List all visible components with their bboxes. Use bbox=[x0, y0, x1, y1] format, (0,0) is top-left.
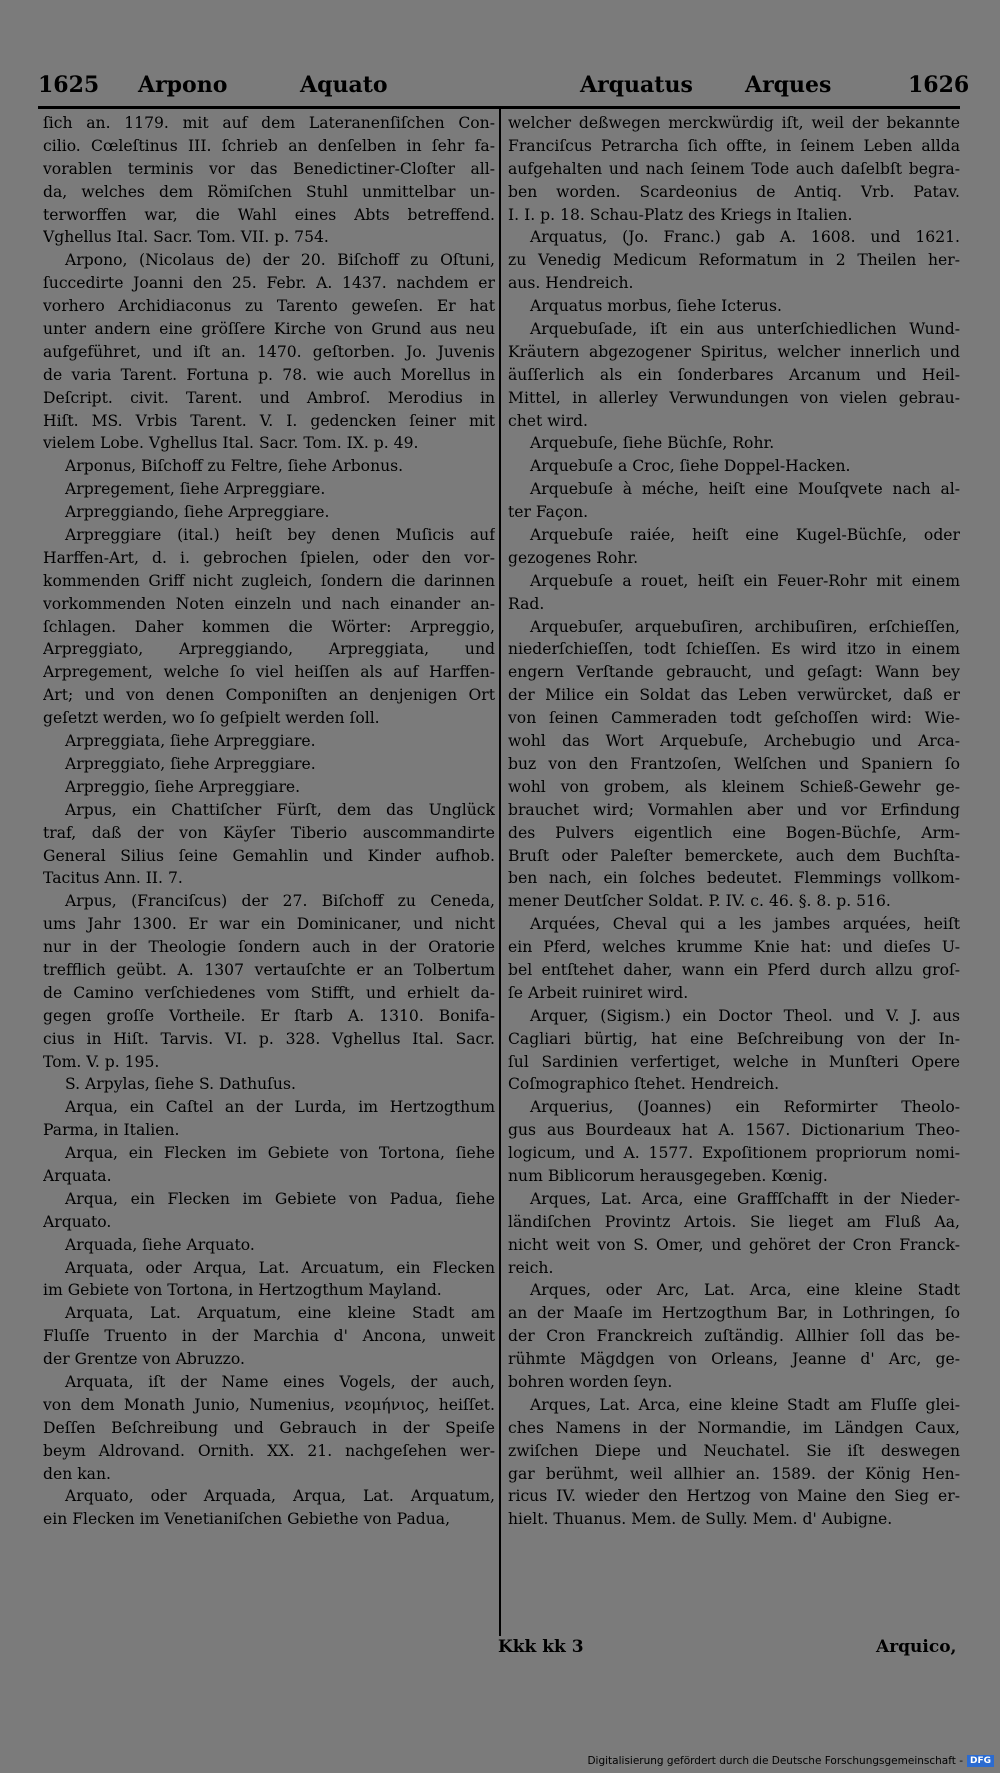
credit-text: Digitalisierung gefördert durch die Deutsche Forschungsgemeinschaft - bbox=[587, 1755, 963, 1767]
column-divider bbox=[499, 108, 501, 1636]
text-line: zwiſchen Diepe und Neuchatel. Sie iſt deswegen bbox=[508, 1441, 960, 1460]
text-line: brauchet wird; Vormahlen aber und vor Erfindung bbox=[508, 800, 960, 819]
text-line: Arqua, ein Flecken im Gebiete von Tortona, ſiehe bbox=[65, 1144, 495, 1163]
text-line: niederſchieſſen, todt ſchieſſen. Es wird itzo in einem bbox=[508, 640, 960, 659]
text-line: gezogenes Rohr. bbox=[508, 548, 639, 567]
text-line: der Cron Franckreich zuſtändig. Allhier ſoll das be- bbox=[508, 1327, 960, 1346]
text-line: vorhero Archidiaconus zu Tarento geweſen. Er hat bbox=[43, 297, 495, 316]
page-header bbox=[38, 72, 970, 106]
text-line: Deſſen Beſchreibung und Gebrauch in der Speiſe bbox=[43, 1418, 495, 1437]
signature-mark: Kkk kk 3 bbox=[498, 1637, 584, 1657]
text-line: Deſcript. civit. Tarent. und Ambroſ. Merodius in bbox=[43, 388, 495, 407]
text-line: buz von den Frantzoſen, Welſchen und Spaniern ſo bbox=[508, 754, 960, 773]
text-line: Arqua, ein Caſtel an der Lurda, im Hertzogthum bbox=[65, 1098, 495, 1117]
text-line: Tom. V. p. 195. bbox=[43, 1052, 160, 1071]
text-line: chet wird. bbox=[508, 411, 588, 430]
text-line: Arpus, ein Chattiſcher Fürſt, dem das Unglück bbox=[65, 800, 495, 819]
text-line: ums Jahr 1300. Er war ein Dominicaner, und nicht bbox=[43, 915, 495, 934]
text-line: mener Deutſcher Soldat. P. IV. c. 46. §. 8. p. 516. bbox=[508, 892, 891, 911]
text-line: Arquada, ſiehe Arquato. bbox=[65, 1235, 255, 1254]
text-line: Vghellus Ital. Sacr. Tom. VII. p. 754. bbox=[43, 228, 329, 247]
text-line: logicum, und A. 1577. Expoſitionem propriorum nomi- bbox=[508, 1144, 960, 1163]
text-line: des Pulvers eigentlich eine Bogen-Büchſe, Arm- bbox=[508, 823, 960, 842]
text-line: Arquebuſer, arquebuſiren, archibuſiren, erſchieſſen, bbox=[530, 617, 960, 636]
text-line: bohren worden ſeyn. bbox=[508, 1372, 673, 1391]
text-line: nur in der Theologie ſondern auch in der Oratorie bbox=[43, 938, 495, 957]
text-line: gar berühmt, weil allhier an. 1589. der König Hen- bbox=[508, 1464, 960, 1483]
header-keyword-2: Aquato bbox=[300, 72, 388, 98]
catchword: Arquico, bbox=[876, 1637, 957, 1657]
text-line: Hiſt. MS. Vrbis Tarent. V. I. gedencken ſeiner mit bbox=[43, 411, 495, 430]
text-line: gegen groſſe Vortheile. Er ſtarb A. 1310. Bonifa- bbox=[43, 1006, 495, 1025]
header-keyword-1: Arpono bbox=[138, 72, 228, 98]
text-line: ſuccedirte Joanni den 25. Febr. A. 1437. nachdem er bbox=[43, 274, 495, 293]
text-line: traf, daß der von Käyſer Tiberio auscommandirte bbox=[43, 823, 495, 842]
text-line: geſetzt werden, wo ſo geſpielt werden ſoll. bbox=[43, 709, 380, 728]
page-number-left: 1625 bbox=[38, 72, 100, 98]
text-line: Arques, oder Arc, Lat. Arca, eine kleine Stadt bbox=[530, 1281, 960, 1300]
header-keyword-3: Arquatus bbox=[580, 72, 693, 98]
text-line: trefflich geübt. A. 1307 vertauſchte er an Tolbertum bbox=[43, 960, 495, 979]
text-line: ſe Arbeit ruiniret wird. bbox=[508, 983, 689, 1002]
text-line: Arquerius, (Joannes) ein Reformirter Theolo- bbox=[530, 1098, 960, 1117]
text-line: S. Arpylas, ſiehe S. Dathuſus. bbox=[65, 1075, 296, 1094]
text-line: nicht weit von S. Omer, und gehöret der Cron Franck- bbox=[508, 1235, 960, 1254]
text-line: Cagliari bürtig, hat eine Beſchreibung von der In- bbox=[508, 1029, 960, 1048]
text-line: Arques, Lat. Arca, eine kleine Stadt am Fluſſe glei- bbox=[530, 1395, 960, 1414]
text-line: hielt. Thuanus. Mem. de Sully. Mem. d' Aubigne. bbox=[508, 1510, 893, 1529]
text-line: äuſſerlich als ein ſonderbares Arcanum und Heil- bbox=[508, 365, 960, 384]
text-line: de Camino verſchiedenes vom Stifft, und erhielt da- bbox=[43, 983, 495, 1002]
text-line: Arpreggiato, ſiehe Arpreggiare. bbox=[65, 754, 316, 773]
text-line: Arquatus morbus, ſiehe Icterus. bbox=[530, 297, 782, 316]
text-line: ländiſchen Provintz Artois. Sie lieget am Fluß Aa, bbox=[508, 1212, 960, 1231]
text-line: Kräutern abgezogener Spiritus, welcher innerlich und bbox=[508, 342, 960, 361]
text-line: aufgeführet, und iſt an. 1470. geſtorben. Jo. Juvenis bbox=[43, 342, 495, 361]
text-line: Tacitus Ann. II. 7. bbox=[43, 869, 183, 888]
text-line: von dem Monath Junio, Numenius, νεομήνιος, heiſſet. bbox=[43, 1395, 495, 1414]
text-line: I. I. p. 18. Schau-Platz des Kriegs in Italien. bbox=[508, 205, 853, 224]
text-line: Arponus, Biſchoff zu Feltre, ſiehe Arbonus. bbox=[65, 457, 404, 476]
text-line: Arpreggiata, ſiehe Arpreggiare. bbox=[65, 732, 316, 751]
text-line: Parma, in Italien. bbox=[43, 1121, 180, 1140]
text-line: im Gebiete von Tortona, in Hertzogthum Mayland. bbox=[43, 1281, 442, 1300]
text-line: Arpreggiare (ital.) heiſt bey denen Muſicis auf bbox=[65, 526, 495, 545]
text-line: den kan. bbox=[43, 1464, 111, 1483]
text-line: rühmte Mägdgen von Orleans, Jeanne d' Arc, ge- bbox=[508, 1350, 960, 1369]
text-line: Arquées, Cheval qui a les jambes arquées, heiſt bbox=[530, 915, 960, 934]
text-line: an der Maaſe im Hertzogthum Bar, in Lothringen, ſo bbox=[508, 1304, 960, 1323]
text-line: beym Aldrovand. Ornith. XX. 21. nachgeſehen wer- bbox=[43, 1441, 495, 1460]
text-line: aufgehalten und nach ſeinem Tode auch daſelbſt begra- bbox=[508, 159, 960, 178]
text-line: Arpregement, ſiehe Arpreggiare. bbox=[65, 480, 326, 499]
text-line: kommenden Griff nicht zugleich, ſondern die darinnen bbox=[43, 571, 495, 590]
text-line: vorablen terminis vor das Benedictiner-Cloſter all- bbox=[43, 159, 495, 178]
digitization-credit bbox=[587, 1752, 994, 1770]
text-line: Arpono, (Nicolaus de) der 20. Biſchoff zu Oſtuni, bbox=[65, 251, 495, 270]
text-line: von ſeinen Cammeraden todt geſchoſſen wird: Wie- bbox=[508, 709, 960, 728]
text-line: ben nach, ein ſolches bedeutet. Flemmings vollkom- bbox=[508, 869, 960, 888]
text-line: wohl von grobem, als kleinem Schieß-Gewehr ge- bbox=[508, 777, 960, 796]
right-column bbox=[508, 112, 960, 1637]
text-line: Rad. bbox=[508, 594, 545, 613]
text-line: cius in Hiſt. Tarvis. VI. p. 328. Vghellus Ital. Sacr. bbox=[43, 1029, 495, 1048]
text-line: Arpregement, welche ſo viel heiſſen als auf Harffen- bbox=[43, 663, 495, 682]
text-line: zu Venedig Medicum Reformatum in 2 Theilen her- bbox=[508, 251, 960, 270]
text-line: Fluſſe Truento in der Marchia d' Ancona, unweit bbox=[43, 1327, 495, 1346]
text-line: reich. bbox=[508, 1258, 554, 1277]
text-line: wohl das Wort Arquebuſe, Archebugio und Arca- bbox=[508, 732, 960, 751]
text-line: ben worden. Scardeonius de Antiq. Vrb. Patav. bbox=[508, 182, 960, 201]
text-line: Arquato, oder Arquada, Arqua, Lat. Arquatum, bbox=[65, 1487, 495, 1506]
text-line: ricus IV. wieder den Hertzog von Maine den Sieg er- bbox=[508, 1487, 960, 1506]
text-line: Arquata, Lat. Arquatum, eine kleine Stadt am bbox=[65, 1304, 495, 1323]
text-line: bel entſtehet daher, wann ein Pferd durch allzu groſ- bbox=[508, 960, 960, 979]
header-keyword-4: Arques bbox=[745, 72, 832, 98]
text-line: Arquato. bbox=[43, 1212, 112, 1231]
text-line: aus. Hendreich. bbox=[508, 274, 634, 293]
dfg-logo: DFG bbox=[967, 1755, 994, 1767]
text-line: de varia Tarent. Fortuna p. 78. wie auch Morellus in bbox=[43, 365, 495, 384]
text-line: Arquata, iſt der Name eines Vogels, der auch, bbox=[65, 1372, 495, 1391]
text-line: engern Verſtande gebraucht, und geſagt: Wann bey bbox=[508, 663, 960, 682]
text-line: der Milice ein Soldat das Leben verwürcket, daß er bbox=[508, 686, 960, 705]
left-column bbox=[43, 112, 495, 1637]
text-line: ter Façon. bbox=[508, 503, 589, 522]
text-line: Harffen-Art, d. i. gebrochen ſpielen, oder den vor- bbox=[43, 548, 495, 567]
text-line: Arpreggiando, ſiehe Arpreggiare. bbox=[65, 503, 330, 522]
text-line: ſich an. 1179. mit auf dem Lateranenſiſchen Con- bbox=[43, 114, 495, 132]
text-line: terworffen war, die Wahl eines Abts betreffend. bbox=[43, 205, 495, 224]
text-line: ein Pferd, welches krumme Knie hat: und dieſes U- bbox=[508, 938, 960, 957]
text-line: gus aus Bourdeaux hat A. 1567. Dictionarium Theo- bbox=[508, 1121, 960, 1140]
text-line: ſchlagen. Daher kommen die Wörter: Arpreggio, bbox=[43, 617, 495, 636]
page-footer bbox=[38, 1637, 960, 1667]
text-line: Coſmographico ſtehet. Hendreich. bbox=[508, 1075, 780, 1094]
text-line: Art; und von denen Componiſten an denjenigen Ort bbox=[43, 686, 495, 705]
text-line: ein Flecken im Venetianiſchen Gebiethe von Padua, bbox=[43, 1510, 451, 1529]
text-line: vielem Lobe. Vghellus Ital. Sacr. Tom. IX. p. 49. bbox=[43, 434, 419, 453]
text-line: cilio. Cœleſtinus III. ſchrieb an denſelben in ſehr fa- bbox=[43, 136, 495, 155]
text-line: Arpus, (Franciſcus) der 27. Biſchoff zu Ceneda, bbox=[65, 892, 495, 911]
text-line: da, welches dem Römiſchen Stuhl unmittelbar un- bbox=[43, 182, 495, 201]
text-line: Arques, Lat. Arca, eine Graffſchafft in der Nieder- bbox=[530, 1189, 960, 1208]
text-line: General Silius ſeine Gemahlin und Kinder aufhob. bbox=[43, 846, 495, 865]
text-line: Arpreggiato, Arpreggiando, Arpreggiata, und bbox=[43, 640, 495, 659]
text-line: unter andern eine gröſſere Kirche von Grund aus neu bbox=[43, 320, 495, 339]
text-line: num Biblicorum herausgegeben. Kœnig. bbox=[508, 1166, 828, 1185]
page-number-right: 1626 bbox=[908, 72, 970, 98]
text-line: welcher deßwegen merckwürdig iſt, weil der bekannte bbox=[508, 114, 960, 132]
text-line: ſul Sardinien verfertiget, welche in Munſteri Opere bbox=[508, 1052, 960, 1071]
text-line: Franciſcus Petrarcha ſich offte, in ſeinem Leben allda bbox=[508, 136, 960, 155]
text-line: Arquata. bbox=[43, 1166, 112, 1185]
text-line: Arquebuſade, iſt ein aus unterſchiedlichen Wund- bbox=[530, 320, 960, 339]
text-line: Arquebuſe raiée, heiſt eine Kugel-Büchſe, oder bbox=[530, 526, 960, 545]
text-line: Arpreggio, ſiehe Arpreggiare. bbox=[65, 777, 301, 796]
text-line: Arquebuſe à méche, heiſt eine Mouſqvete nach al- bbox=[530, 480, 960, 499]
text-line: Arquebuſe, ſiehe Büchſe, Rohr. bbox=[530, 434, 775, 453]
text-line: Arquer, (Sigism.) ein Doctor Theol. und V. J. aus bbox=[530, 1006, 960, 1025]
text-line: Arquebuſe a Croc, ſiehe Doppel-Hacken. bbox=[530, 457, 851, 476]
text-line: vorkommenden Noten einzeln und nach einander an- bbox=[43, 594, 495, 613]
text-line: Arquatus, (Jo. Franc.) gab A. 1608. und 1621. bbox=[530, 228, 960, 247]
text-line: Arqua, ein Flecken im Gebiete von Padua, ſiehe bbox=[65, 1189, 495, 1208]
text-line: Bruſt oder Paleſter bemerckete, auch dem Buchſta- bbox=[508, 846, 960, 865]
text-line: Mittel, in allerley Verwundungen von vielen gebrau- bbox=[508, 388, 960, 407]
text-line: Arquebuſe a rouet, heiſt ein Feuer-Rohr mit einem bbox=[530, 571, 960, 590]
text-line: ches Namens in der Normandie, im Ländgen Caux, bbox=[508, 1418, 960, 1437]
text-line: der Grentze von Abruzzo. bbox=[43, 1350, 245, 1369]
text-line: Arquata, oder Arqua, Lat. Arcuatum, ein Flecken bbox=[65, 1258, 495, 1277]
